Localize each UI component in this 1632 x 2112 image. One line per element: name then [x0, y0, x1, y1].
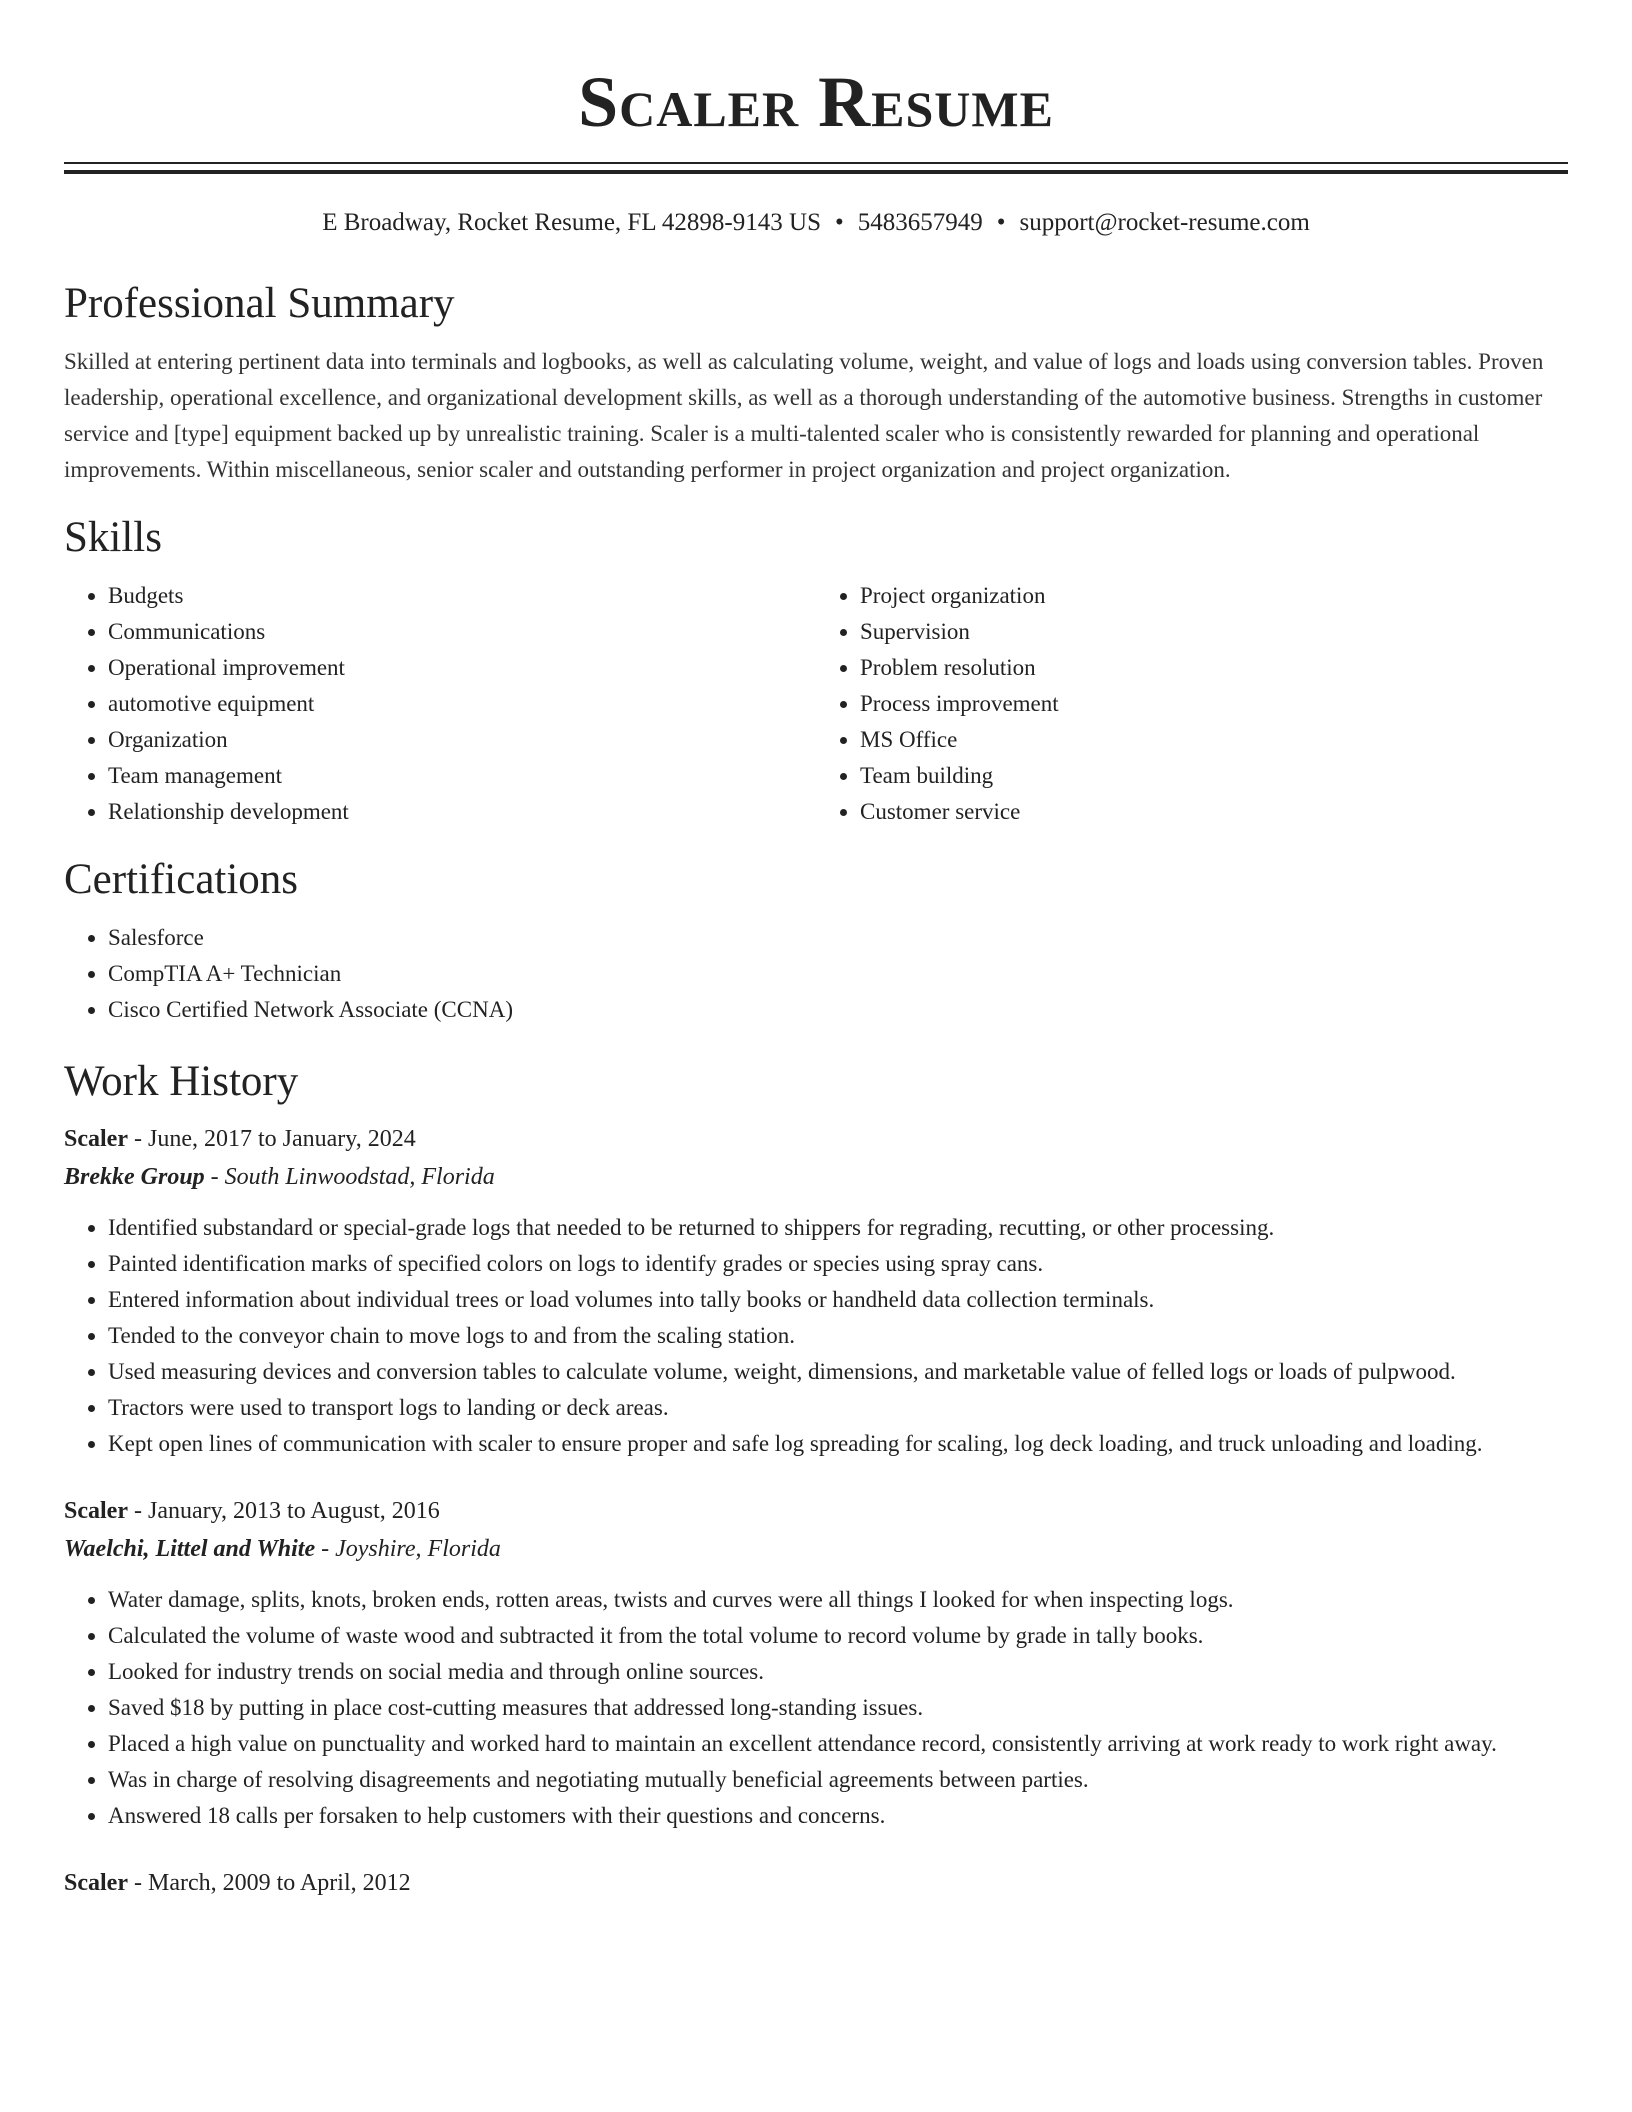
- job-title-line: [64, 1120, 1568, 1158]
- certification-item: • Salesforce: [108, 920, 1568, 956]
- skill-item: • Team management: [108, 758, 816, 794]
- title-divider: [64, 162, 1568, 174]
- skill-item: • Communications: [108, 614, 816, 650]
- page-title: Scaler Resume: [578, 62, 1054, 142]
- skill-item: • MS Office: [860, 722, 1568, 758]
- skill-item: • Process improvement: [860, 686, 1568, 722]
- certifications-heading: Certifications: [64, 856, 299, 903]
- skill-item: • Budgets: [108, 578, 816, 614]
- job-entry: [64, 1120, 1568, 1462]
- job-role: Scaler: [64, 1870, 128, 1896]
- job-dates: - June, 2017 to January, 2024: [127, 1126, 416, 1152]
- skill-item: • Team building: [860, 758, 1568, 794]
- contact-phone: 5483657949: [857, 209, 983, 236]
- skill-item: • Customer service: [860, 794, 1568, 830]
- job-bullet: • Placed a high value on punctuality and worked hard to maintain an excellent attendance record, consistently arriving at work ready to work right away.: [108, 1726, 1568, 1762]
- job-title-line: [64, 1492, 1568, 1530]
- skills-heading: Skills: [64, 514, 162, 561]
- job-company: Waelchi, Littel and White: [64, 1536, 316, 1562]
- job-bullet: • Identified substandard or special-grade logs that needed to be returned to shippers for regrading, recutting, or other processing.: [108, 1210, 1568, 1246]
- skill-item: • Project organization: [860, 578, 1568, 614]
- job-bullet-list: [64, 1210, 1568, 1462]
- job-entry: [64, 1492, 1568, 1834]
- job-bullet: • Looked for industry trends on social media and through online sources.: [108, 1654, 1568, 1690]
- divider-thick-line: [64, 170, 1568, 174]
- job-bullet-list: [64, 1582, 1568, 1834]
- certifications-list: [64, 920, 1568, 1028]
- skills-column-right: [816, 578, 1568, 830]
- contact-line: [64, 206, 1568, 240]
- job-location: - Joyshire, Florida: [315, 1536, 501, 1562]
- job-bullet: • Tractors were used to transport logs to landing or deck areas.: [108, 1390, 1568, 1426]
- certification-item: • CompTIA A+ Technician: [108, 956, 1568, 992]
- job-title-line: [64, 1864, 1568, 1902]
- job-bullet: • Water damage, splits, knots, broken ends, rotten areas, twists and curves were all things I looked for when inspecting logs.: [108, 1582, 1568, 1618]
- skill-item: • Supervision: [860, 614, 1568, 650]
- skills-list: [64, 578, 1568, 830]
- job-bullet: • Saved $18 by putting in place cost-cutting measures that addressed long-standing issues.: [108, 1690, 1568, 1726]
- skill-item: • Organization: [108, 722, 816, 758]
- job-role: Scaler: [64, 1498, 128, 1524]
- job-bullet: • Tended to the conveyor chain to move logs to and from the scaling station.: [108, 1318, 1568, 1354]
- contact-address: E Broadway, Rocket Resume, FL 42898-9143 US: [322, 209, 821, 236]
- job-bullet: • Calculated the volume of waste wood and subtracted it from the total volume to record volume by grade in tally books.: [108, 1618, 1568, 1654]
- job-company-line: [64, 1530, 1568, 1568]
- contact-email: support@rocket-resume.com: [1019, 209, 1310, 236]
- job-company: Brekke Group: [64, 1164, 205, 1190]
- job-bullet: • Was in charge of resolving disagreements and negotiating mutually beneficial agreements between parties.: [108, 1762, 1568, 1798]
- job-dates: - March, 2009 to April, 2012: [127, 1870, 411, 1896]
- contact-separator: •: [834, 209, 844, 236]
- job-company-line: [64, 1158, 1568, 1196]
- job-role: Scaler: [64, 1126, 128, 1152]
- job-bullet: • Kept open lines of communication with scaler to ensure proper and safe log spreading for scaling, log deck loading, and truck unloading and loading.: [108, 1426, 1568, 1462]
- job-bullet: • Entered information about individual trees or load volumes into tally books or handheld data collection terminals.: [108, 1282, 1568, 1318]
- job-location: - South Linwoodstad, Florida: [204, 1164, 495, 1190]
- job-entry: [64, 1864, 1568, 1902]
- summary-heading: Professional Summary: [64, 280, 455, 327]
- job-bullet: • Used measuring devices and conversion tables to calculate volume, weight, dimensions, and marketable value of felled logs or loads of pulpwood.: [108, 1354, 1568, 1390]
- work-history-heading: Work History: [64, 1058, 299, 1105]
- contact-separator: •: [996, 209, 1006, 236]
- skills-column-left: [64, 578, 816, 830]
- job-dates: - January, 2013 to August, 2016: [127, 1498, 440, 1524]
- skill-item: • Operational improvement: [108, 650, 816, 686]
- certification-item: • Cisco Certified Network Associate (CCNA): [108, 992, 1568, 1028]
- skill-item: • automotive equipment: [108, 686, 816, 722]
- divider-thin-line: [64, 162, 1568, 164]
- skill-item: • Problem resolution: [860, 650, 1568, 686]
- job-bullet: • Answered 18 calls per forsaken to help customers with their questions and concerns.: [108, 1798, 1568, 1834]
- summary-text: Skilled at entering pertinent data into terminals and logbooks, as well as calculating volume, weight, and value of logs and loads using conversion tables. Proven leadership, operational excellence, and organizational development skills, as well as a thorough understanding of the automotive business. Strengths in customer service and [type] equipment backed up by unrealistic training. Scaler is a multi-talented scaler who is consistently rewarded for planning and operational improvements. Within miscellaneous, senior scaler and outstanding performer in project organization and project organization.: [64, 349, 1544, 482]
- job-bullet: • Painted identification marks of specified colors on logs to identify grades or species using spray cans.: [108, 1246, 1568, 1282]
- skill-item: • Relationship development: [108, 794, 816, 830]
